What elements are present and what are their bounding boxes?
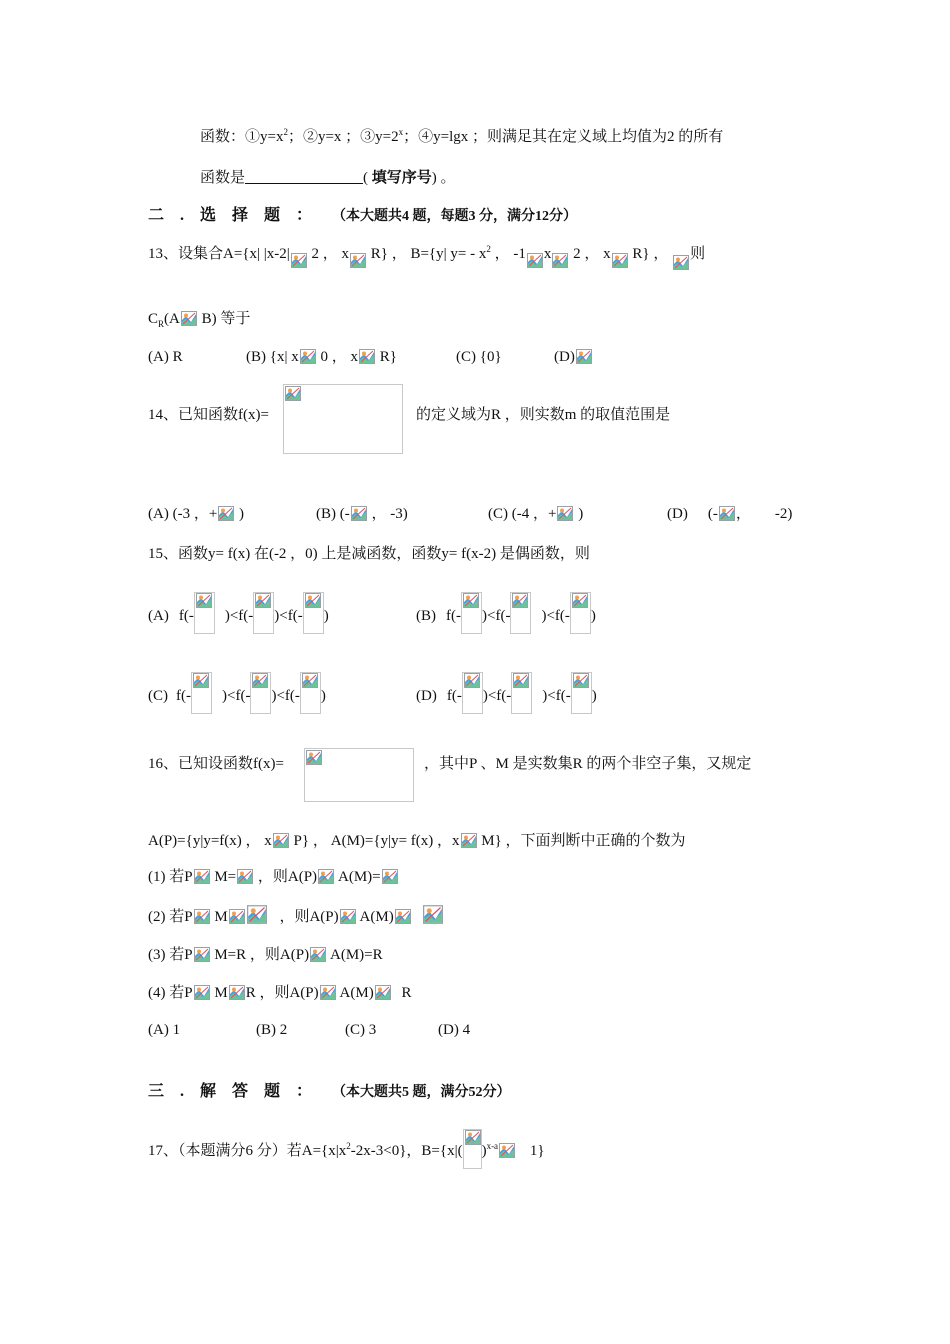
section-2-heading: 二 . 选 择 题 ： （本大题共4 题，每题3 分，满分12分） <box>148 207 578 224</box>
q16-stem-suffix: ，其中P 、M 是实数集R 的两个非空子集，又规定 <box>424 756 752 772</box>
fraction-image-frame <box>570 592 591 634</box>
q15-option-c: (C) f(- )<f(- )<f(- ) <box>148 672 326 714</box>
broken-image-icon <box>247 905 267 924</box>
broken-image-icon <box>423 905 443 924</box>
broken-image-icon <box>395 909 411 924</box>
broken-image-icon <box>573 673 589 688</box>
broken-image-icon <box>612 253 628 268</box>
broken-image-icon <box>194 869 210 884</box>
broken-image-icon <box>320 985 336 1000</box>
broken-image-icon <box>351 506 367 521</box>
broken-image-icon <box>318 869 334 884</box>
fraction-image-frame <box>253 592 274 634</box>
q13-option-a: (A) R <box>148 349 183 365</box>
q16-option-c: (C) 3 <box>345 1022 377 1038</box>
q14-option-c: (C) (-4 ，+ ) <box>488 506 584 522</box>
broken-image-icon <box>461 833 477 848</box>
broken-image-icon <box>557 506 573 521</box>
broken-image-icon <box>229 909 245 924</box>
fraction-image-frame <box>461 592 482 634</box>
broken-image-icon <box>673 255 689 270</box>
q16-definition: A(P)={y|y=f(x) ， x P} ， A(M)={y|y= f(x) ，x M} ，下面判断中正确的个数为 <box>148 833 686 849</box>
q15-option-a: (A) f(- )<f(- )<f(- ) <box>148 592 329 634</box>
fraction-image-frame <box>303 592 324 634</box>
fill-question-line2: 函数是 ( 填写序号) 。 <box>200 170 456 186</box>
broken-image-icon <box>463 593 479 608</box>
broken-image-icon <box>464 673 480 688</box>
broken-image-icon <box>719 506 735 521</box>
q15-option-d: (D) f(- )<f(- )<f(- ) <box>416 672 597 714</box>
q13-option-d: (D) <box>554 347 593 367</box>
broken-image-icon <box>273 833 289 848</box>
q13-option-b: (B) {x| x 0 ， x R} <box>246 349 397 365</box>
broken-image-icon <box>196 593 212 608</box>
broken-image-icon <box>194 947 210 962</box>
q13-complement: $C_R(A$ B) 等于 <box>148 311 251 329</box>
q16-statement-4: (4) 若P M R ，则A(P) A(M) R <box>148 985 412 1001</box>
fraction-image-frame <box>510 592 531 634</box>
q13-option-c: (C) {0} <box>456 349 502 365</box>
q17-stem: 17、（本题满分6 分）若$A=\{x|x^2-2x-3<0\}$，B={x|( )$^{x-a}$ 1} <box>148 1129 545 1169</box>
broken-image-icon <box>252 673 268 688</box>
broken-image-icon <box>306 750 322 765</box>
broken-image-icon <box>576 349 592 364</box>
broken-image-icon <box>285 386 301 401</box>
formula-image-frame <box>304 748 414 802</box>
q16-statement-2: (2) 若P M ，则A(P) A(M) <box>148 905 444 927</box>
broken-image-icon <box>181 311 197 326</box>
q16-option-b: (B) 2 <box>256 1022 288 1038</box>
broken-image-icon <box>350 253 366 268</box>
fraction-image-frame <box>250 672 271 714</box>
broken-image-icon <box>237 869 253 884</box>
q15-option-b: (B) f(- )<f(- )<f(- ) <box>416 592 596 634</box>
broken-image-icon <box>375 985 391 1000</box>
fraction-image-frame <box>300 672 321 714</box>
broken-image-icon <box>302 673 318 688</box>
answer-blank[interactable] <box>245 169 363 184</box>
broken-image-icon <box>359 349 375 364</box>
formula-image-frame <box>283 384 403 454</box>
q14-option-a: (A) (-3 ，+ ) <box>148 506 245 522</box>
broken-image-icon <box>229 985 245 1000</box>
broken-image-icon <box>218 506 234 521</box>
broken-image-icon <box>552 253 568 268</box>
fill-question-line1: 函数：$①y=x^2$；②y=x ；$③y=2^x$；④y=lgx ；则满足其在定义域上均值为2 的所有 <box>200 127 724 145</box>
broken-image-icon <box>305 593 321 608</box>
broken-image-icon <box>512 593 528 608</box>
q14-option-d: (D) (- ， -2) <box>667 506 793 522</box>
broken-image-icon <box>572 593 588 608</box>
broken-image-icon <box>194 985 210 1000</box>
broken-image-icon <box>310 947 326 962</box>
q16-option-a: (A) 1 <box>148 1022 181 1038</box>
broken-image-icon <box>194 909 210 924</box>
fraction-image-frame <box>571 672 592 714</box>
fraction-image-frame <box>462 672 483 714</box>
section-3-heading: 三 . 解 答 题 ： （本大题共5 题，满分52分） <box>148 1083 511 1100</box>
q13-stem: 13、设集合A={x| |x-2| 2 ， x R} ， B={y| $y= - x^2$ ， -1 x 2 ， x R} ， 则 <box>148 244 705 270</box>
fraction-image-frame <box>463 1129 482 1169</box>
broken-image-icon <box>527 253 543 268</box>
q14-option-b: (B) (- ， -3) <box>316 506 408 522</box>
broken-image-icon <box>382 869 398 884</box>
broken-image-icon <box>291 253 307 268</box>
q15-stem: 15、函数y= f(x) 在(-2 ，0) 上是减函数，函数y= f(x-2) 是偶函数，则 <box>148 546 590 562</box>
broken-image-icon <box>193 673 209 688</box>
fraction-image-frame <box>511 672 532 714</box>
broken-image-icon <box>300 349 316 364</box>
q16-statement-1: (1) 若P M= ，则A(P) A(M)= <box>148 867 399 887</box>
q16-option-d: (D) 4 <box>438 1022 471 1038</box>
fraction-image-frame <box>194 592 215 634</box>
broken-image-icon <box>340 909 356 924</box>
q16-stem-prefix: 16、已知设函数f(x)= <box>148 756 284 772</box>
q14-stem-suffix: 的定义域为R ，则实数m 的取值范围是 <box>416 407 671 423</box>
broken-image-icon <box>513 673 529 688</box>
broken-image-icon <box>255 593 271 608</box>
q16-statement-3: (3) 若P M=R ，则A(P) A(M)=R <box>148 947 383 963</box>
broken-image-icon <box>499 1143 515 1158</box>
broken-image-icon <box>465 1130 481 1145</box>
fraction-image-frame <box>191 672 212 714</box>
q14-stem-prefix: 14、已知函数f(x)= <box>148 407 269 423</box>
